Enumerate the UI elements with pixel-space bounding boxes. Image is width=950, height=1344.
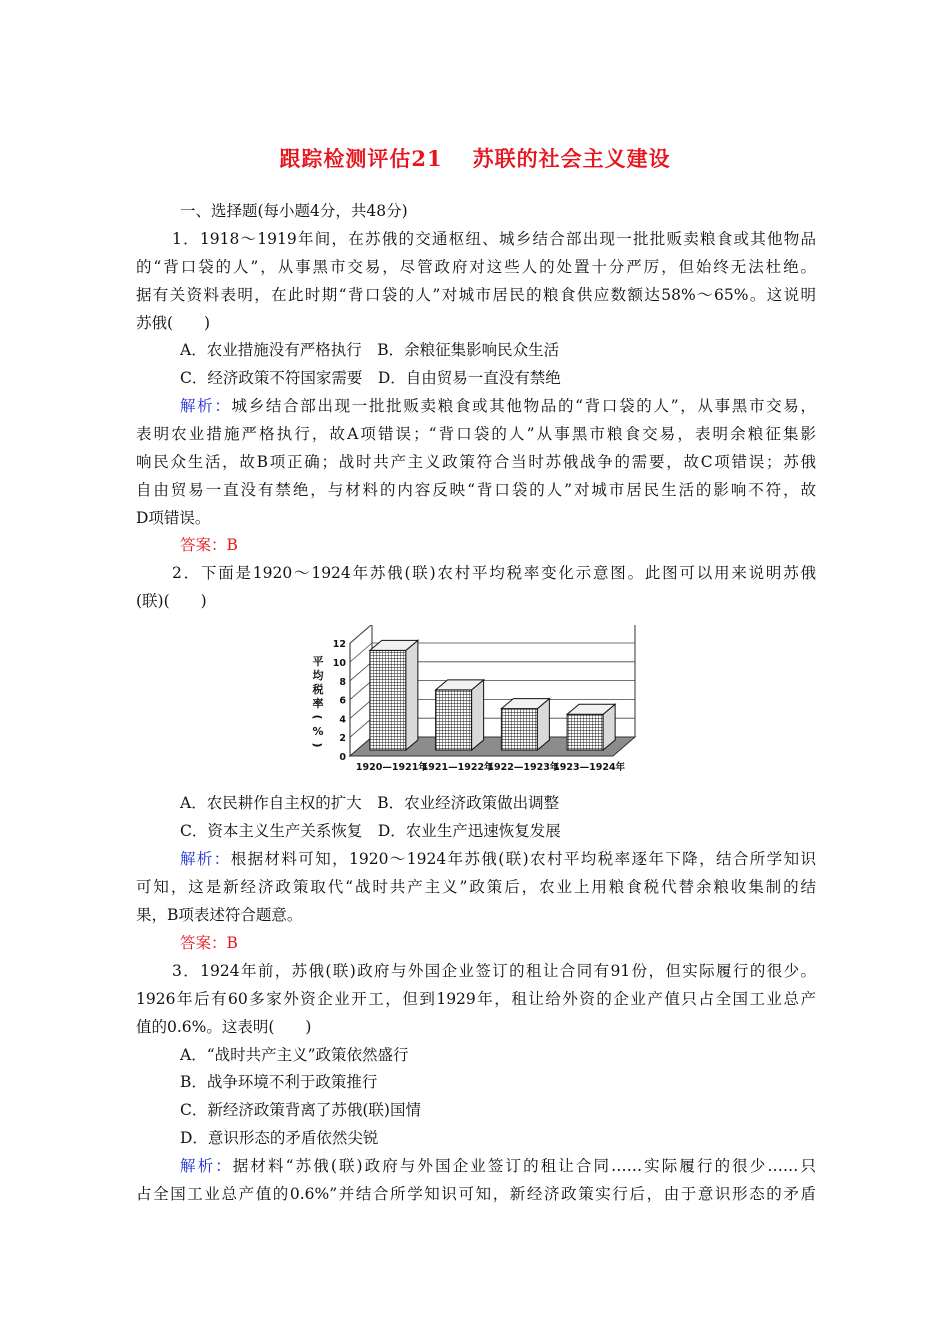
chart-category-label: 1923—1924年	[553, 762, 626, 773]
title-main: 跟踪检测评估21	[279, 146, 443, 171]
chart-tick-label: 2	[339, 733, 346, 745]
q1-stem-line: 1．1918～1919年间，在苏俄的交通枢纽、城乡结合部出现一批批贩卖粮食或其他物品	[172, 230, 816, 248]
chart-tick-label: 12	[332, 639, 346, 651]
chart-y-axis-label-char: 税	[312, 683, 324, 696]
chart-y-axis-label-char: (	[311, 714, 324, 720]
q1-option-line: C．经济政策不符国家需要 D．自由贸易一直没有禁绝	[180, 369, 561, 387]
chart-bar	[436, 690, 472, 750]
q3-analysis-line: 占全国工业总产值的0.6%”并结合所学知识可知，新经济政策实行后，由于意识形态的矛盾	[136, 1185, 816, 1203]
q2-analysis-line: 可知，这是新经济政策取代“战时共产主义”政策后，农业上用粮食税代替余粮收集制的结	[136, 878, 816, 896]
q2-analysis-line: 解析：根据材料可知，1920～1924年苏俄(联)农村平均税率逐年下降，结合所学知识	[180, 850, 816, 868]
q1-stem-line: 据有关资料表明，在此时期“背口袋的人”对城市居民的粮食供应数额达58%～65%。这说明	[136, 286, 816, 304]
chart-category-labels	[356, 761, 626, 773]
section-heading: 一、选择题(每小题4分，共48分)	[180, 202, 408, 220]
q1-option-line: A．农业措施没有严格执行 B．余粮征集影响民众生活	[180, 341, 560, 359]
chart-bar	[370, 650, 406, 750]
chart-ticks	[333, 639, 347, 763]
analysis-label: 解析：	[180, 850, 231, 868]
q1-analysis-line: D项错误。	[136, 509, 211, 527]
chart-tick-label: 6	[339, 695, 346, 707]
chart-y-axis-label-char: %	[312, 725, 324, 738]
tax-rate-chart	[310, 625, 660, 777]
chart-bar	[501, 709, 537, 750]
chart-tick-label: 10	[332, 658, 346, 669]
q1-answer: 答案：B	[180, 536, 238, 554]
page-title	[0, 143, 950, 173]
chart-category-label: 1920—1921年	[355, 762, 428, 773]
q2-analysis-line: 果，B项表述符合题意。	[136, 906, 303, 924]
q2-stem-line: (联)( )	[136, 592, 207, 610]
chart-y-axis-label-char: 率	[312, 697, 324, 710]
chart-category-label: 1921—1922年	[421, 762, 494, 773]
chart-tick-label: 4	[339, 714, 346, 726]
chart-bar	[567, 714, 603, 750]
chart-y-axis-label-char: )	[311, 742, 324, 748]
chart-category-label: 1922—1923年	[487, 762, 560, 773]
chart-y-axis-label-char: 均	[312, 669, 324, 682]
chart-tick-label: 8	[339, 676, 346, 688]
q1-analysis-line: 响民众生活，故B项正确；战时共产主义政策符合当时苏俄战争的需要，故C项错误；苏俄	[136, 453, 816, 471]
q3-option-line: C．新经济政策背离了苏俄(联)国情	[180, 1101, 421, 1119]
q1-analysis-line: 自由贸易一直没有禁绝，与材料的内容反映“背口袋的人”对城市居民生活的影响不符，故	[136, 481, 816, 499]
q1-stem-line: 苏俄( )	[136, 314, 211, 332]
chart-bar-side	[406, 640, 418, 750]
q3-stem-line: 3．1924年前，苏俄(联)政府与外国企业签订的租让合同有91份，但实际履行的很少。	[172, 962, 816, 980]
q3-option-line: B．战争环境不利于政策推行	[180, 1073, 378, 1091]
q3-stem-line: 值的0.6%。这表明( )	[136, 1018, 312, 1036]
q2-option-line: C．资本主义生产关系恢复 D．农业生产迅速恢复发展	[180, 822, 561, 840]
chart-tick-label: 0	[339, 752, 346, 763]
chart-y-axis-label	[311, 654, 325, 748]
q2-answer: 答案：B	[180, 934, 238, 952]
q1-analysis-line: 解析：城乡结合部出现一批批贩卖粮食或其他物品的“背口袋的人”，从事黑市交易，	[180, 397, 816, 415]
title-sub: 苏联的社会主义建设	[472, 146, 671, 171]
analysis-label: 解析：	[180, 397, 232, 415]
q1-stem-line: 的“背口袋的人”，从事黑市交易，尽管政府对这些人的处置十分严厉，但始终无法杜绝。	[136, 258, 816, 276]
q2-stem-line: 2．下面是1920～1924年苏俄(联)农村平均税率变化示意图。此图可以用来说明苏俄	[172, 564, 816, 582]
chart-bar-side	[472, 680, 484, 750]
q3-stem-line: 1926年后有60多家外资企业开工，但到1929年，租让给外资的企业产值只占全国工业总产	[136, 990, 816, 1008]
chart-y-axis-label-char: 平	[312, 655, 324, 668]
analysis-label: 解析：	[180, 1157, 233, 1175]
q1-analysis-line: 表明农业措施严格执行，故A项错误；“背口袋的人”从事黑市粮食交易，表明余粮征集影	[136, 425, 816, 443]
q3-option-line: D．意识形态的矛盾依然尖锐	[180, 1129, 379, 1147]
q3-analysis-line: 解析：据材料“苏俄(联)政府与外国企业签订的租让合同……实际履行的很少……只	[180, 1157, 816, 1175]
q2-option-line: A．农民耕作自主权的扩大 B．农业经济政策做出调整	[180, 794, 560, 812]
q3-option-line: A．“战时共产主义”政策依然盛行	[180, 1046, 409, 1064]
